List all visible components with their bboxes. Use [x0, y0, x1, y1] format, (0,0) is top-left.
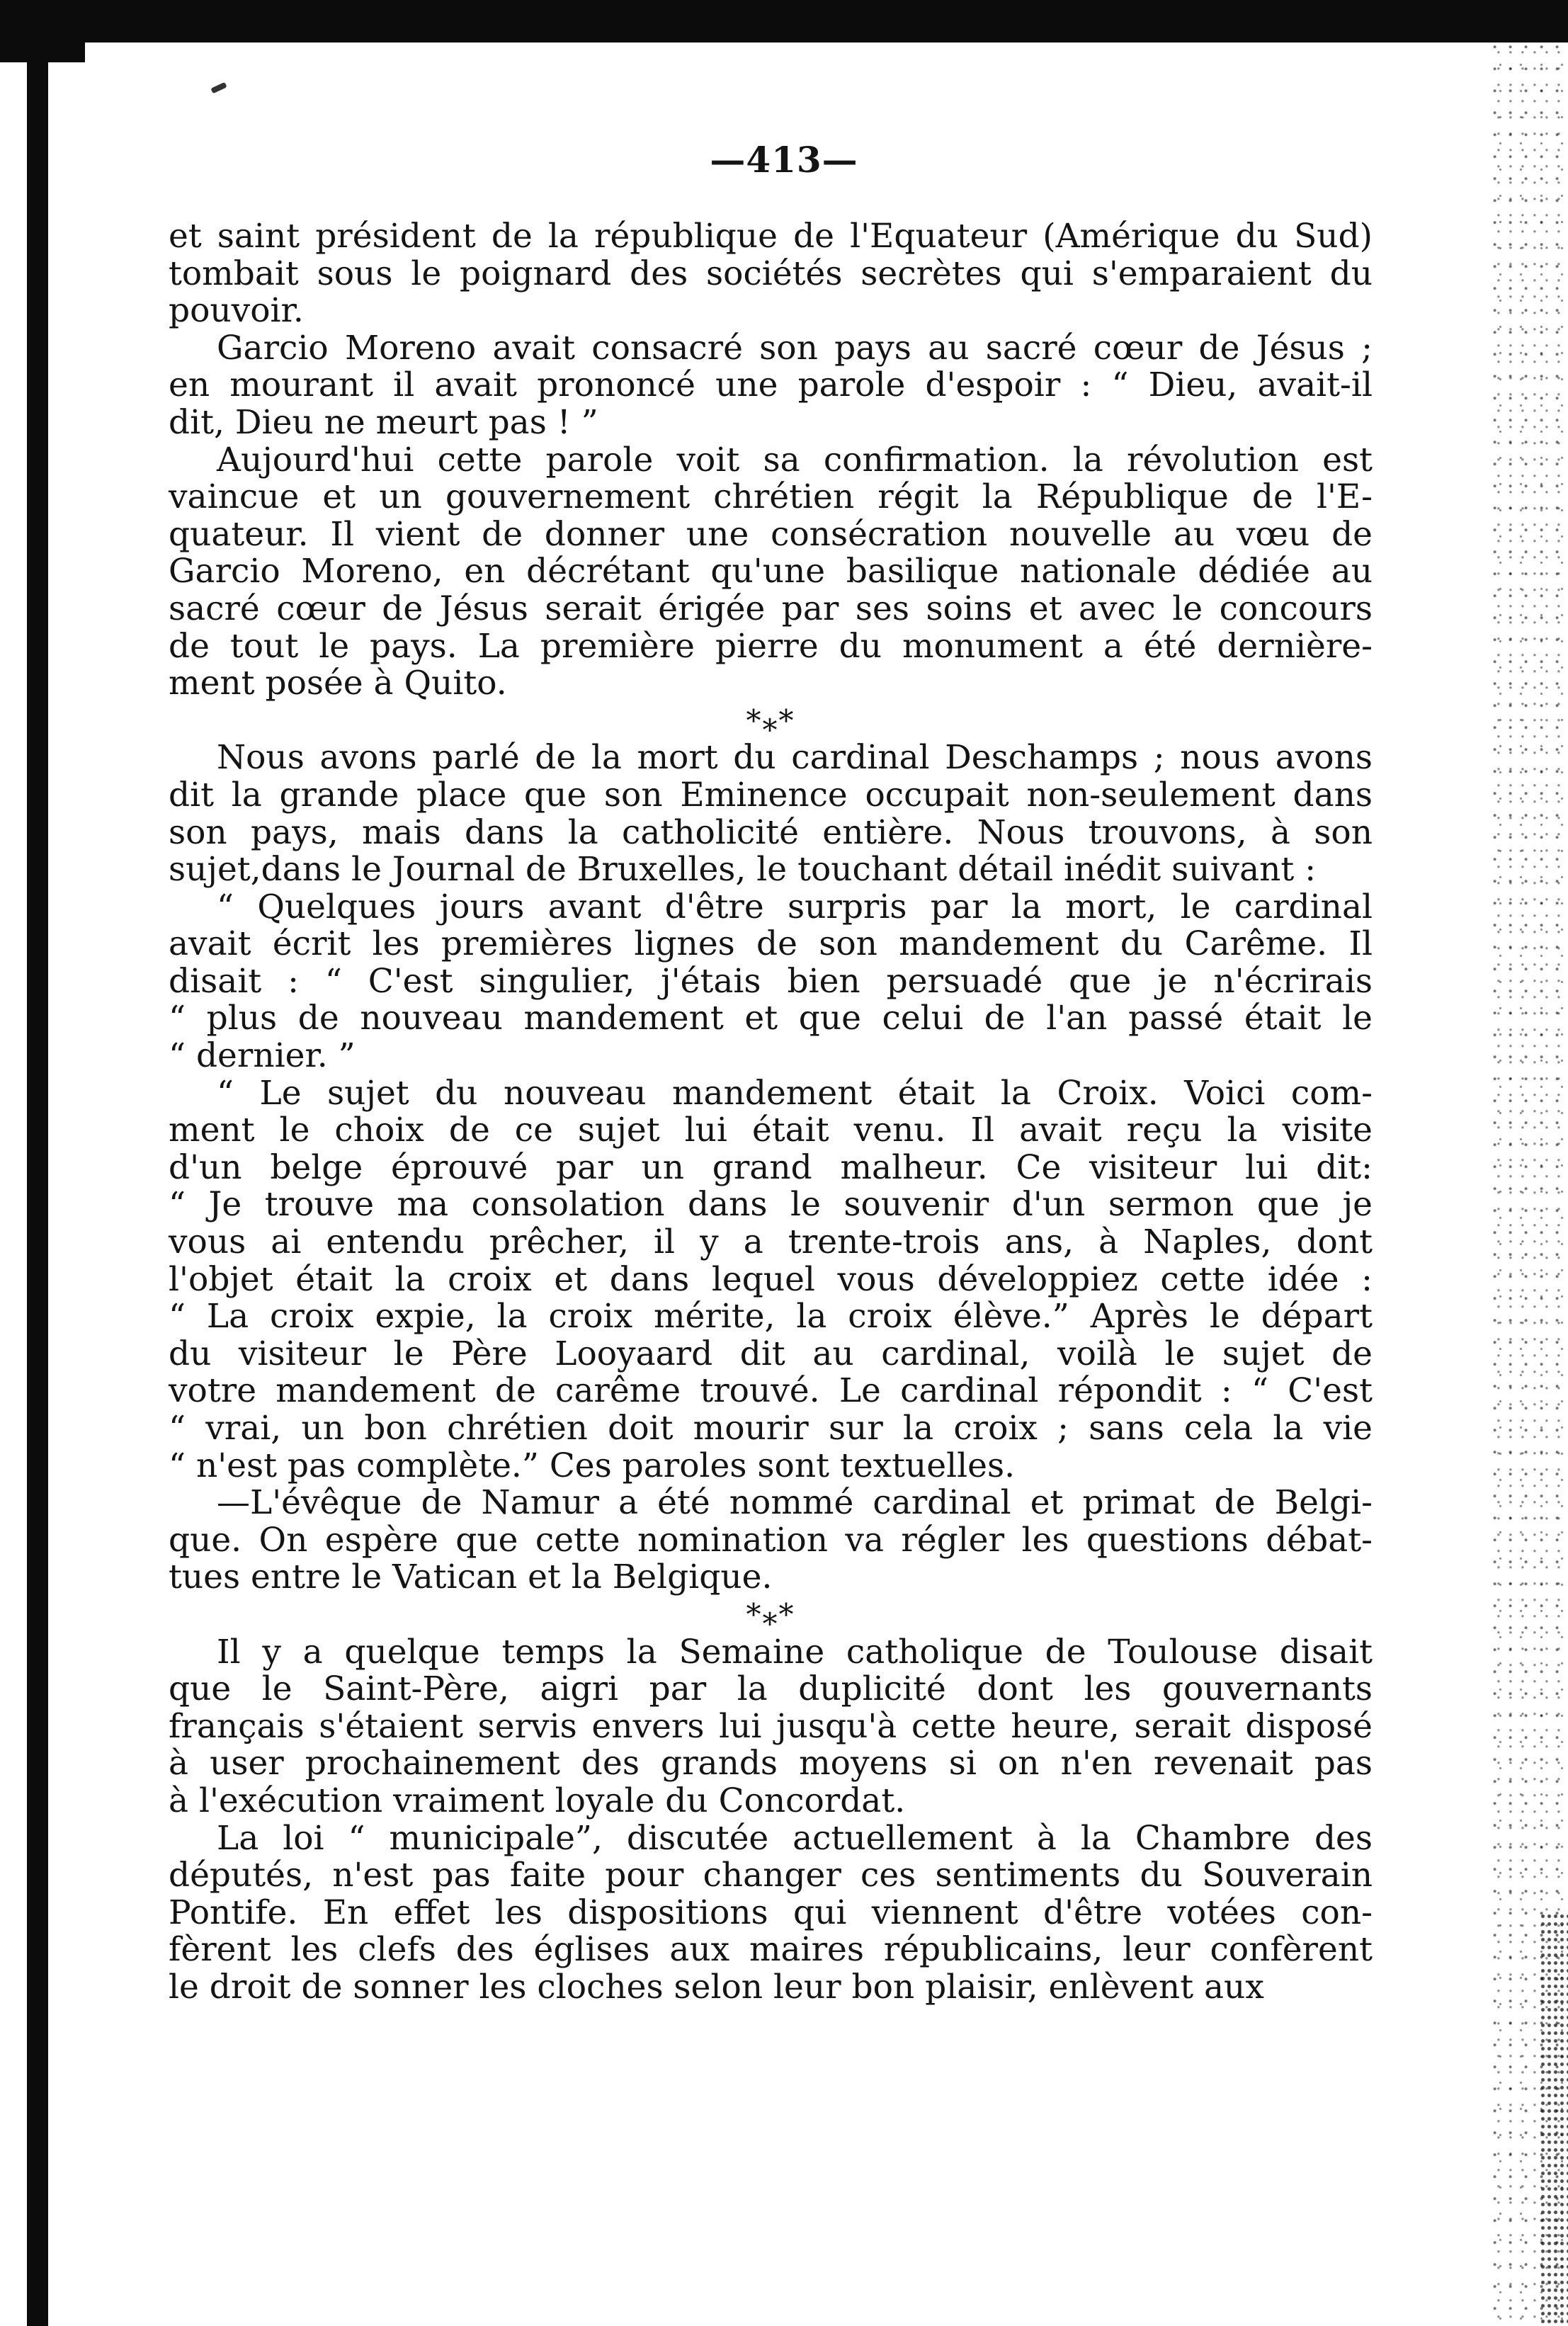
paragraph [169, 1075, 1373, 1485]
text-line: sacré cœur de Jésus serait érigée par ses soins et avec le concours [169, 589, 1373, 628]
text-line: à l'exécution vraiment loyale du Concordat. [169, 1781, 906, 1820]
text-line: Aujourd'hui cette parole voit sa confirmation. la révolution est [217, 440, 1373, 480]
text-line: Nous avons parlé de la mort du cardinal Deschamps ; nous avons [217, 738, 1373, 778]
paragraph [169, 442, 1373, 703]
text-line: en mourant il avait prononcé une parole d'espoir : “ Dieu, avait-il [169, 365, 1373, 405]
paragraph [169, 218, 1373, 330]
text-line: que. On espère que cette nomination va régler les questions débat- [169, 1520, 1373, 1560]
text-line: —L'évêque de Namur a été nommé cardinal et primat de Belgi- [217, 1483, 1373, 1523]
text-line: “ vrai, un bon chrétien doit mourir sur la croix ; sans cela la vie [169, 1409, 1373, 1448]
text-line: “ n'est pas complète.” Ces paroles sont textuelles. [169, 1446, 1016, 1485]
text-line: avait écrit les premières lignes de son mandement du Carême. Il [169, 924, 1373, 964]
text-line: de tout le pays. La première pierre du monument a été dernière- [169, 626, 1373, 666]
paragraph [169, 889, 1373, 1075]
paragraph [169, 739, 1373, 888]
text-line: “ La croix expie, la croix mérite, la croix élève.” Après le départ [169, 1297, 1373, 1337]
text-line: tombait sous le poignard des sociétés secrètes qui s'emparaient du [169, 254, 1373, 293]
text-line: Pontife. En effet les dispositions qui viennent d'être votées con- [169, 1893, 1373, 1932]
text-line: et saint président de la république de l'Equateur (Amérique du Sud) [169, 217, 1373, 256]
text-line: “ Je trouve ma consolation dans le souvenir d'un sermon que je [169, 1185, 1373, 1225]
section-separator-asterism: *⁎* [746, 703, 795, 738]
text-line: fèrent les clefs des églises aux maires républicains, leur confèrent [169, 1930, 1373, 1970]
text-line: “ Le sujet du nouveau mandement était la Croix. Voici com- [217, 1073, 1373, 1113]
text-line: du visiteur le Père Looyaard dit au cardinal, voilà le sujet de [169, 1334, 1373, 1373]
text-line: “ plus de nouveau mandement et que celui de l'an passé était le [169, 999, 1373, 1038]
page-number: —413— [710, 139, 858, 181]
paragraph [169, 1485, 1373, 1596]
ink-speck [210, 82, 227, 94]
text-line: pouvoir. [169, 291, 304, 331]
text-line: dit, Dieu ne meurt pas ! ” [169, 402, 598, 442]
text-line: son pays, mais dans la catholicité entière. Nous trouvons, à son [169, 812, 1373, 852]
paragraph [169, 1820, 1373, 2007]
text-line: Garcio Moreno, en décrétant qu'une basilique nationale dédiée au [169, 552, 1373, 591]
scan-right-edge-dark [1540, 1912, 1568, 2326]
text-line: tues entre le Vatican et la Belgique. [169, 1558, 773, 1597]
text-line: vaincue et un gouvernement chrétien régit la République de l'E- [169, 477, 1373, 517]
text-line: La loi “ municipale”, discutée actuellement à la Chambre des [217, 1818, 1373, 1858]
text-line: dit la grande place que son Eminence occupait non-seulement dans [169, 775, 1373, 815]
text-line: ment le choix de ce sujet lui était venu. Il avait reçu la visite [169, 1111, 1373, 1150]
text-line: le droit de sonner les cloches selon leur bon plaisir, enlèvent aux [169, 1967, 1264, 2007]
text-line: “ dernier. ” [169, 1036, 356, 1076]
text-line: d'un belge éprouvé par un grand malheur. Ce visiteur lui dit: [169, 1147, 1373, 1187]
text-line: “ Quelques jours avant d'être surpris par la mort, le cardinal [217, 887, 1373, 926]
text-line: ment posée à Quito. [169, 664, 507, 703]
text-line: que le Saint-Père, aigri par la duplicité dont les gouvernants [169, 1669, 1373, 1709]
text-line: français s'étaient servis envers lui jusqu'à cette heure, serait disposé [169, 1706, 1373, 1746]
text-line: l'objet était la croix et dans lequel vous développiez cette idée : [169, 1259, 1373, 1299]
scan-top-border [0, 0, 1568, 42]
text-line: vous ai entendu prêcher, il y a trente-trois ans, à Naples, dont [169, 1222, 1373, 1262]
text-line: sujet,dans le Journal de Bruxelles, le touchant détail inédit suivant : [169, 850, 1317, 890]
page-text [169, 218, 1373, 2007]
text-line: Garcio Moreno avait consacré son pays au sacré cœur de Jésus ; [217, 328, 1373, 368]
text-line: à user prochainement des grands moyens si on n'en revenait pas [169, 1744, 1373, 1783]
paragraph [169, 1634, 1373, 1820]
paragraph [169, 330, 1373, 442]
text-line: députés, n'est pas faite pour changer ces sentiments du Souverain [169, 1856, 1373, 1895]
scan-left-border [27, 42, 48, 2326]
text-line: Il y a quelque temps la Semaine catholique de Toulouse disait [217, 1632, 1373, 1672]
section-separator-asterism: *⁎* [746, 1596, 795, 1632]
text-line: disait : “ C'est singulier, j'étais bien persuadé que je n'écrirais [169, 961, 1373, 1001]
text-line: votre mandement de carême trouvé. Le cardinal répondit : “ C'est [169, 1371, 1373, 1411]
text-line: quateur. Il vient de donner une consécration nouvelle au vœu de [169, 514, 1373, 554]
